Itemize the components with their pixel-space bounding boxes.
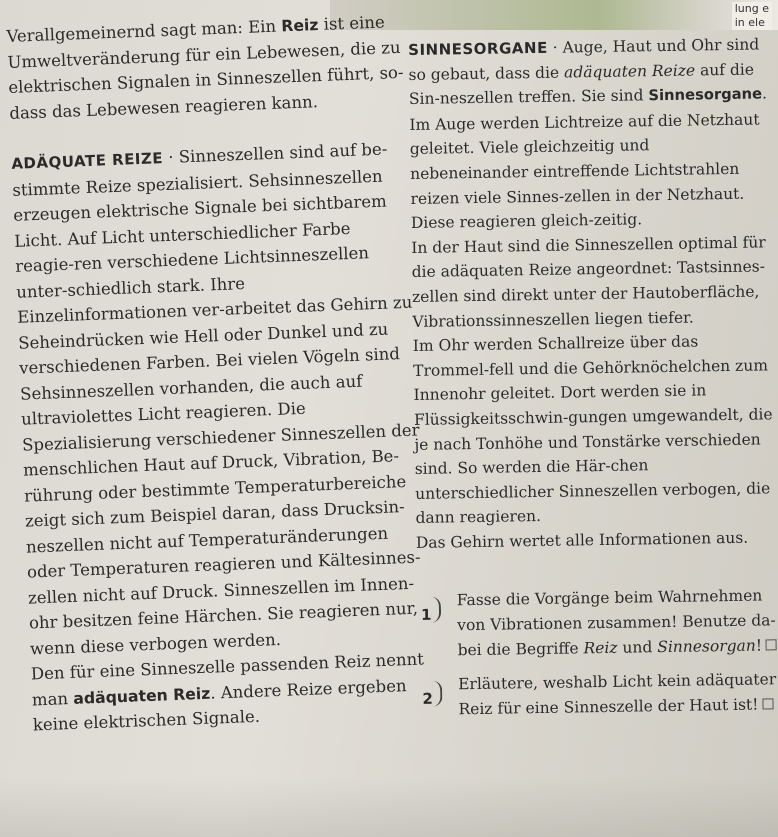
sense-organs-text-c: . xyxy=(761,84,768,103)
task-number-2: 2 xyxy=(422,687,433,712)
sense-organs-text-b: auf die Sin-neszellen treffen. Sie sind xyxy=(408,60,755,109)
brain-paragraph: Das Gehirn wertet alle Informationen aus. xyxy=(415,528,749,552)
task-2-text: Erläutere, weshalb Licht kein adäquater Reiz für eine Sinneszelle der Haut ist! xyxy=(458,670,777,719)
closing-text-1: Den für eine Sinneszelle passenden Reiz nennt man xyxy=(30,649,425,709)
intro-text-2: ist eine Umweltveränderung für ein Lebewesen, die zu elektrischen Signalen in Sinneszellen führt, so-dass das Lebewesen reagieren kann. xyxy=(7,12,404,123)
task-2 xyxy=(418,668,778,723)
closing-text-2: . Andere Reize ergeben keine elektrischen Signale. xyxy=(32,675,407,735)
italic-adaequate-reize: adäquaten Reize xyxy=(563,61,696,82)
task-1-italic-reiz: Reiz xyxy=(583,638,618,657)
task-1-italic-sinnesorgan: Sinnesorgan xyxy=(657,636,756,656)
checkbox-icon xyxy=(762,698,773,709)
skin-paragraph: In der Haut sind die Sinneszellen optimal für die adäquaten Reize angeordnet: Tastsinnes-zellen sind direkt unter der Hautoberfläche, Vibrationssinneszellen liegen tiefer. xyxy=(411,233,766,331)
left-column xyxy=(6,9,433,738)
term-sinnesorgane: Sinnesorgane xyxy=(648,85,763,105)
task-number-1: 1 xyxy=(421,603,432,628)
task-1-text-b: und xyxy=(617,637,658,657)
top-right-fragment: lung e in ele xyxy=(732,2,772,30)
page-shadow xyxy=(0,777,778,837)
task-1 xyxy=(417,584,778,663)
section-heading-sinnesorgane: SINNESORGANE xyxy=(408,38,548,59)
term-reiz: Reiz xyxy=(280,15,319,36)
closing-paragraph xyxy=(30,646,433,738)
term-adaequater-reiz: adäquaten Reiz xyxy=(72,683,211,708)
adequate-stimuli-paragraph xyxy=(11,136,430,662)
task-1-text-c: ! xyxy=(755,636,763,655)
right-column xyxy=(408,32,778,722)
ear-paragraph: Im Ohr werden Schallreize über das Trommel-fell und die Gehörknöchelchen zum Innenohr geleitet. Dort werden sie in Flüssigkeitsschwin-gungen umgewandelt, die je nach Tonhöhe und Tonstärke verschieden sind. So werden die Här-chen unterschiedlicher Sinneszellen verbogen, die dann reagieren. xyxy=(412,332,773,528)
intro-text-1: Verallgemeinernd sagt man: Ein xyxy=(6,16,282,46)
task-1-text-a: Fasse die Vorgänge beim Wahrnehmen von Vibrationen zusammen! Benutze da-bei die Begriffe xyxy=(456,586,776,659)
adequate-stimuli-text: · Sinneszellen sind auf be-stimmte Reize spezialisiert. Sehsinneszellen erzeugen elektrische Signale bei sichtbarem Licht. Auf Licht unterschiedlicher Farbe reagie-ren verschiedene Lichtsinneszellen unter-schiedlich stark. Ihre Einzelinformationen ver-arbeitet das Gehirn zu Seheindrücken wie Hell oder Dunkel und zu verschiedenen Farben. Bei vielen Vögeln sind Sehsinneszellen vorhanden, die auch auf ultraviolettes Licht reagieren. Die Spezialisierung verschiedener Sinneszellen der menschlichen Haut auf Druck, Vibration, Be-rührung oder bestimmte Temperaturbereiche zeigt sich zum Beispiel daran, dass Drucksin-neszellen nicht auf Temperaturänderungen oder Temperaturen reagieren und Kältesinnes-zellen nicht auf Druck. Sinneszellen im Innen-ohr besitzen feine Härchen. Sie reagieren nur, wenn diese verbogen werden. xyxy=(12,139,421,659)
sense-organs-paragraph xyxy=(408,32,769,112)
checkbox-icon xyxy=(766,639,777,650)
intro-paragraph xyxy=(6,9,410,126)
eye-paragraph: Im Auge werden Lichtreize auf die Netzhaut geleitet. Viele gleichzeitig und nebeneinander eintreffende Lichtstrahlen reizen viele Sinnes-zellen in der Netzhaut. Diese reagieren gleich-zeitig. xyxy=(409,110,760,233)
sense-organs-text-a: · Auge, Haut und Ohr sind so gebaut, dass die xyxy=(408,35,760,84)
section-heading-adaequate-reize: ADÄQUATE REIZE xyxy=(11,149,164,173)
